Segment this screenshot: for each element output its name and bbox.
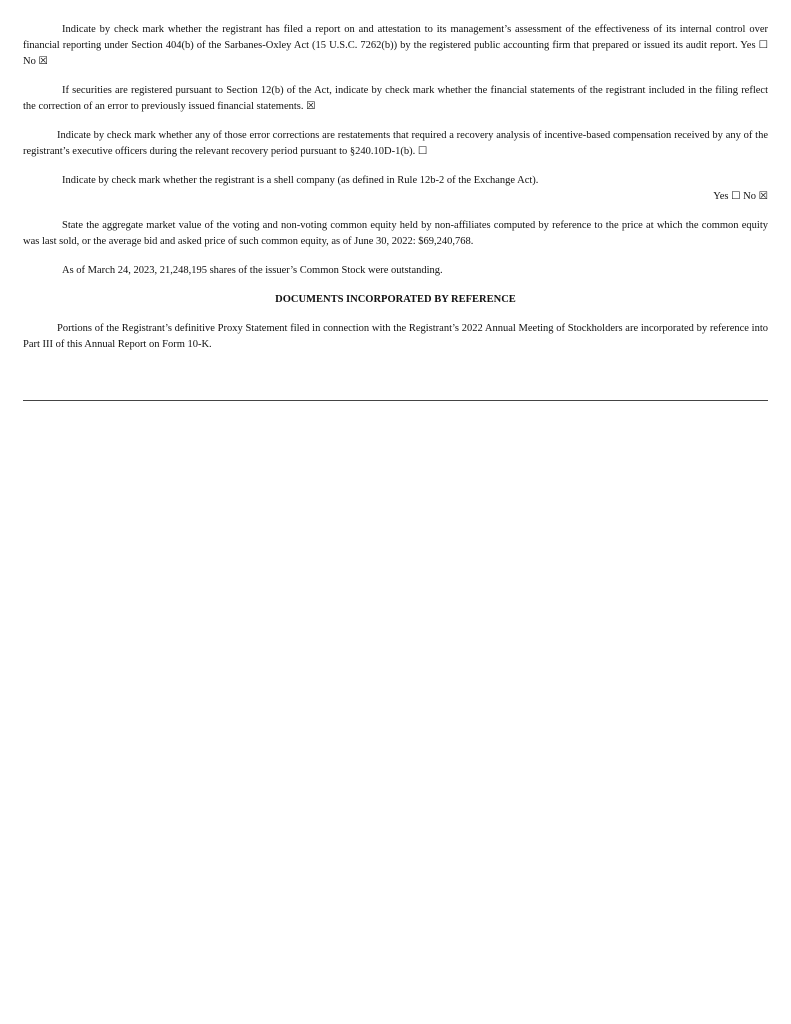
shell-company-checkboxes: Yes ☐ No ☒ bbox=[713, 191, 768, 202]
page-divider bbox=[23, 400, 768, 401]
market-value-paragraph: State the aggregate market value of the voting and non-voting common equity held by non-affiliates computed by reference to the price at which the common equity was last sold, or the average bid and asked price of such common equity, as of June 30, 2022: $69,240,768. bbox=[23, 220, 768, 247]
document-page bbox=[23, 22, 768, 366]
proxy-statement-paragraph: Portions of the Registrant’s definitive Proxy Statement filed in connection with the Registrant’s 2022 Annual Meeting of Stockholders are incorporated by reference into Part III of this Annual Report on Form 10-K. bbox=[23, 323, 768, 350]
error-correction-paragraph: If securities are registered pursuant to Section 12(b) of the Act, indicate by check mark whether the financial statements of the registrant included in the filing reflect the correction of an error to previously issued financial statements. ☒ bbox=[23, 85, 768, 112]
icfr-attestation-paragraph: Indicate by check mark whether the registrant has filed a report on and attestation to its management’s assessment of the effectiveness of its internal control over financial reporting under Section 404(b) of the Sarbanes-Oxley Act (15 U.S.C. 7262(b)) by the registered public accounting firm that prepared or issued its audit report. Yes ☐ No ☒ bbox=[23, 24, 768, 67]
shell-company-paragraph: Indicate by check mark whether the registrant is a shell company (as defined in Rule 12b-2 of the Exchange Act). bbox=[62, 175, 539, 186]
documents-incorporated-heading: DOCUMENTS INCORPORATED BY REFERENCE bbox=[275, 294, 516, 305]
shares-outstanding-paragraph: As of March 24, 2023, 21,248,195 shares of the issuer’s Common Stock were outstanding. bbox=[62, 265, 443, 276]
recovery-analysis-paragraph: Indicate by check mark whether any of those error corrections are restatements that required a recovery analysis of incentive-based compensation received by any of the registrant’s executive officers during the relevant recovery period pursuant to §240.10D-1(b). ☐ bbox=[23, 130, 768, 157]
